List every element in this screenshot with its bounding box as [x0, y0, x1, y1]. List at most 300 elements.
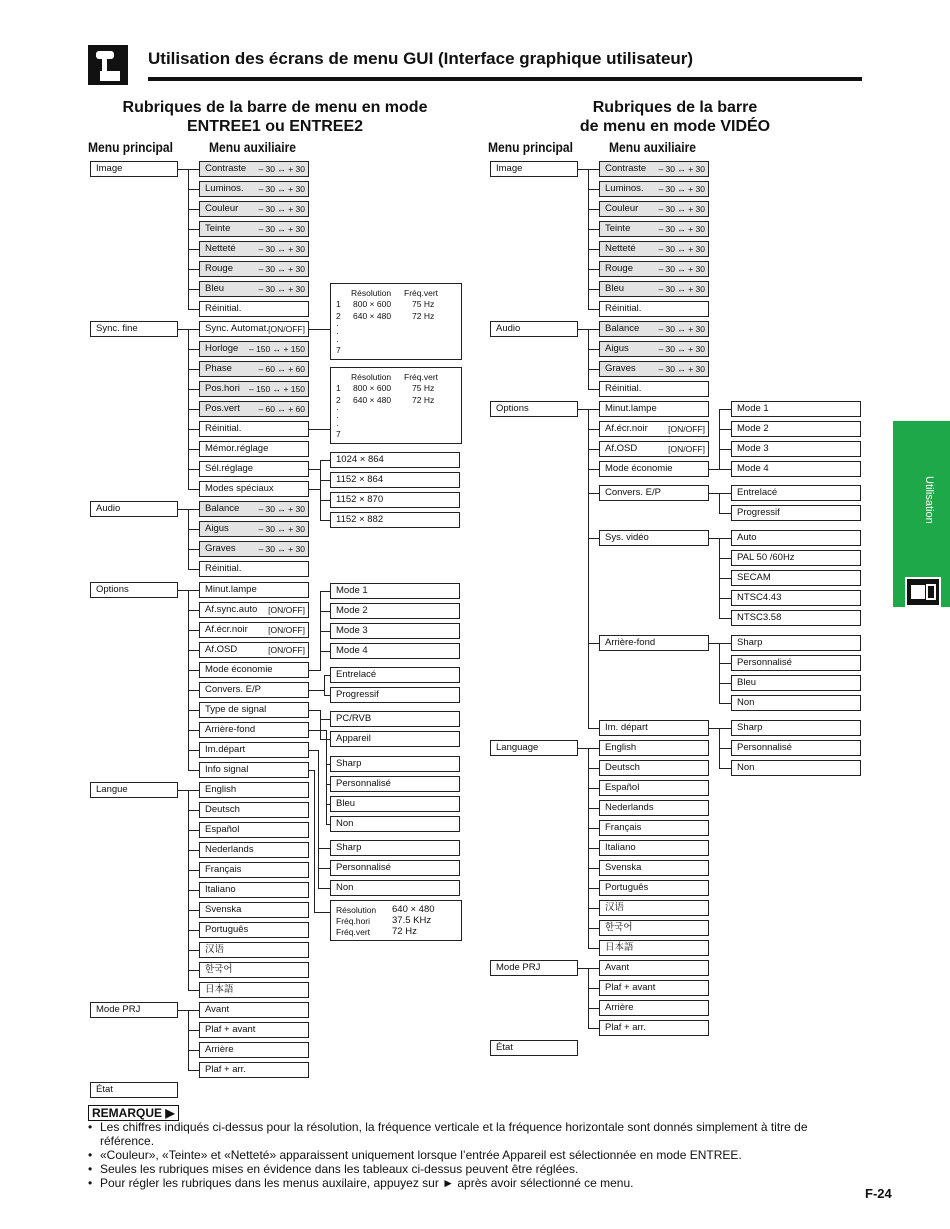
connector-line — [188, 790, 199, 791]
connector-line — [188, 569, 199, 570]
option-item[interactable]: Personnalisé — [330, 776, 460, 792]
sub-menu-item[interactable] — [199, 622, 309, 638]
connector-line — [188, 289, 199, 290]
menu-item-label: Italiano — [205, 884, 236, 895]
menu-item-range: – 30 ↔ + 30 — [258, 204, 305, 214]
menu-item-range: – 30 ↔ + 30 — [658, 364, 705, 374]
connector-line — [188, 850, 199, 851]
menu-item-label: Contraste — [605, 163, 647, 174]
sub-menu-item[interactable] — [599, 800, 709, 816]
connector-line — [588, 643, 599, 644]
connector-line — [719, 618, 731, 619]
sub-menu-item[interactable] — [199, 421, 309, 437]
menu-item-range: – 30 ↔ + 30 — [258, 524, 305, 534]
sub-menu-item[interactable] — [199, 962, 309, 978]
option-item[interactable]: Personnalisé — [731, 655, 861, 671]
option-item[interactable]: Non — [330, 880, 460, 896]
main-menu-item[interactable]: Image — [490, 161, 578, 177]
connector-line — [314, 912, 330, 913]
option-item[interactable]: Personnalisé — [731, 740, 861, 756]
sub-menu-item[interactable] — [199, 942, 309, 958]
option-item[interactable]: Mode 1 — [731, 401, 861, 417]
connector-line — [719, 703, 731, 704]
sub-menu-item[interactable] — [599, 421, 709, 437]
connector-line — [588, 249, 599, 250]
sub-menu-item[interactable] — [599, 820, 709, 836]
page-title: Utilisation des écrans de menu GUI (Interface graphique utilisateur) — [148, 49, 694, 68]
connector-line — [588, 349, 599, 350]
connector-line — [719, 728, 731, 729]
sub-menu-item[interactable] — [199, 481, 309, 497]
connector-line — [309, 469, 320, 470]
sub-menu-item[interactable] — [199, 662, 309, 678]
sub-menu-item[interactable] — [599, 485, 709, 501]
sub-menu-item[interactable] — [599, 740, 709, 756]
connector-line — [588, 189, 599, 190]
connector-line — [320, 739, 330, 740]
connector-line — [188, 970, 199, 971]
option-item[interactable]: Sharp — [731, 720, 861, 736]
menu-item-label: Couleur — [605, 203, 639, 214]
option-item[interactable]: Non — [731, 760, 861, 776]
connector-line — [709, 538, 719, 539]
connector-line — [588, 948, 599, 949]
sub-menu-item[interactable] — [199, 221, 309, 237]
connector-line — [309, 489, 320, 490]
menu-item-range: – 30 ↔ + 30 — [258, 504, 305, 514]
right-col-sub-header: Menu auxiliaire — [609, 139, 696, 155]
menu-item-label: Af.OSD — [205, 644, 238, 655]
menu-item-label: Convers. E/P — [205, 684, 261, 695]
sub-menu-item[interactable] — [599, 1000, 709, 1016]
sub-menu-item[interactable] — [199, 1002, 309, 1018]
sub-menu-item[interactable] — [199, 742, 309, 758]
option-item[interactable]: 1152 × 882 — [330, 512, 460, 528]
sub-menu-item[interactable] — [199, 782, 309, 798]
connector-line — [178, 790, 188, 791]
connector-line — [588, 1028, 599, 1029]
menu-item-label: Mémor.réglage — [205, 443, 269, 454]
sub-menu-item[interactable] — [199, 461, 309, 477]
sub-menu-item[interactable] — [199, 822, 309, 838]
remark-note: • Seules les rubriques mises en évidence dans les tableaux ci-dessus peuvent être réglées. — [88, 1162, 862, 1176]
menu-item-label: 한국어 — [605, 922, 633, 933]
option-item[interactable]: Sharp — [330, 756, 460, 772]
option-item[interactable]: Mode 2 — [330, 603, 460, 619]
page-number: F-24 — [865, 1186, 892, 1201]
option-item[interactable]: Mode 4 — [330, 643, 460, 659]
sub-menu-item[interactable] — [199, 161, 309, 177]
connector-line — [588, 968, 589, 1029]
connector-line — [188, 950, 199, 951]
connector-line — [588, 808, 599, 809]
sub-menu-item[interactable] — [599, 720, 709, 736]
connector-line — [588, 928, 599, 929]
option-item[interactable]: PAL 50 /60Hz — [731, 550, 861, 566]
connector-line — [309, 710, 320, 711]
option-item[interactable]: Mode 4 — [731, 461, 861, 477]
sub-menu-item[interactable] — [199, 1062, 309, 1078]
sub-menu-item[interactable] — [599, 301, 709, 317]
section-tab-label: Utilisation — [923, 476, 935, 524]
sub-menu-item[interactable] — [199, 401, 309, 417]
connector-line — [188, 349, 199, 350]
menu-item-label: Contraste — [205, 163, 247, 174]
main-menu-item[interactable]: Langue — [90, 782, 178, 798]
connector-line — [188, 209, 199, 210]
connector-line — [326, 784, 330, 785]
sub-menu-item[interactable] — [599, 960, 709, 976]
sub-menu-item[interactable] — [199, 1042, 309, 1058]
menu-item-label: Luminos. — [605, 183, 644, 194]
left-col-sub-header: Menu auxiliaire — [209, 139, 296, 155]
menu-item-label: Info signal — [205, 764, 249, 775]
remark-note: • «Couleur», «Teinte» et «Netteté» apparaissent uniquement lorsque l’entrée Appareil est sélectionnée en mode ENTREE. — [88, 1148, 862, 1162]
option-item[interactable]: Mode 2 — [731, 421, 861, 437]
sub-menu-item[interactable] — [199, 261, 309, 277]
main-menu-item[interactable]: Mode PRJ — [90, 1002, 178, 1018]
option-item[interactable]: SECAM — [731, 570, 861, 586]
connector-line — [324, 675, 330, 676]
main-menu-item[interactable]: Options — [490, 401, 578, 417]
main-menu-item[interactable]: Audio — [90, 501, 178, 517]
connector-line — [588, 768, 599, 769]
connector-line — [719, 578, 731, 579]
sub-menu-item[interactable] — [199, 501, 309, 517]
main-menu-item[interactable]: Mode PRJ — [490, 960, 578, 976]
connector-line — [309, 670, 320, 671]
option-item[interactable]: Sharp — [330, 840, 460, 856]
menu-item-range: [ON/OFF] — [268, 645, 305, 655]
sub-menu-item[interactable] — [599, 635, 709, 651]
option-item[interactable]: Mode 3 — [731, 441, 861, 457]
connector-line — [188, 770, 199, 771]
option-item[interactable]: Bleu — [731, 675, 861, 691]
sub-menu-item[interactable] — [599, 780, 709, 796]
main-menu-item[interactable]: Audio — [490, 321, 578, 337]
sub-menu-item[interactable] — [199, 281, 309, 297]
connector-line — [588, 848, 599, 849]
connector-line — [719, 449, 731, 450]
sub-menu-item[interactable] — [199, 361, 309, 377]
connector-line — [188, 650, 199, 651]
sub-menu-item[interactable] — [599, 281, 709, 297]
option-item[interactable]: Entrelacé — [731, 485, 861, 501]
connector-line — [188, 1010, 189, 1071]
sub-menu-item[interactable] — [199, 902, 309, 918]
menu-item-label: Italiano — [605, 842, 636, 853]
connector-line — [588, 868, 599, 869]
connector-line — [326, 730, 327, 825]
menu-item-label: Rouge — [205, 263, 233, 274]
option-item[interactable]: Personnalisé — [330, 860, 460, 876]
connector-line — [588, 728, 599, 729]
connector-line — [309, 429, 330, 430]
option-item[interactable]: 1024 × 864 — [330, 452, 460, 468]
menu-item-range: – 150 ↔ + 150 — [248, 384, 305, 394]
connector-line — [588, 988, 599, 989]
menu-item-range: – 60 ↔ + 60 — [258, 404, 305, 414]
connector-line — [320, 520, 330, 521]
sub-menu-item[interactable] — [199, 642, 309, 658]
sub-menu-item[interactable] — [199, 1022, 309, 1038]
option-item[interactable]: Progressif — [330, 687, 460, 703]
menu-item-range: [ON/OFF] — [268, 605, 305, 615]
connector-line — [709, 469, 719, 470]
menu-item-label: Minut.lampe — [205, 584, 257, 595]
sub-menu-item[interactable] — [599, 980, 709, 996]
menu-item-range: – 30 ↔ + 30 — [258, 244, 305, 254]
connector-line — [588, 229, 599, 230]
connector-line — [719, 493, 731, 494]
sub-menu-item[interactable] — [599, 860, 709, 876]
sub-menu-item[interactable] — [199, 702, 309, 718]
left-heading: Rubriques de la barre de menu en mode ENTREE1 ou ENTREE2 — [122, 99, 428, 135]
menu-item-label: Type de signal — [205, 704, 267, 715]
menu-item-range: – 30 ↔ + 30 — [658, 204, 705, 214]
connector-line — [188, 690, 199, 691]
menu-item-label: Sél.réglage — [205, 463, 254, 474]
sub-menu-item[interactable] — [199, 521, 309, 537]
connector-line — [578, 968, 588, 969]
menu-item-label: Español — [205, 824, 240, 835]
sub-menu-item[interactable] — [199, 982, 309, 998]
sub-menu-item[interactable] — [599, 261, 709, 277]
connector-line — [719, 409, 720, 470]
sub-menu-item[interactable] — [199, 341, 309, 357]
connector-line — [719, 683, 731, 684]
sub-menu-item[interactable] — [199, 802, 309, 818]
menu-item-label: Balance — [605, 323, 640, 334]
connector-line — [719, 493, 720, 514]
connector-line — [320, 591, 330, 592]
sub-menu-item[interactable] — [599, 401, 709, 417]
connector-line — [320, 460, 330, 461]
connector-line — [588, 1008, 599, 1009]
main-menu-item[interactable]: Image — [90, 161, 178, 177]
sub-menu-item[interactable] — [599, 840, 709, 856]
sub-menu-item[interactable] — [199, 561, 309, 577]
connector-line — [188, 830, 199, 831]
connector-line — [188, 750, 199, 751]
connector-line — [719, 558, 731, 559]
menu-item-label: 日本語 — [205, 984, 234, 995]
connector-line — [320, 489, 321, 490]
menu-item-range: – 30 ↔ + 30 — [658, 284, 705, 294]
sub-menu-item[interactable] — [199, 181, 309, 197]
sub-menu-item[interactable] — [599, 181, 709, 197]
connector-line — [588, 169, 599, 170]
connector-line — [588, 888, 599, 889]
menu-item-label: Français — [605, 822, 642, 833]
sub-menu-item[interactable] — [199, 541, 309, 557]
sub-menu-item[interactable] — [199, 682, 309, 698]
main-menu-item[interactable]: Sync. fine — [90, 321, 178, 337]
option-item[interactable]: PC/RVB — [330, 711, 460, 727]
menu-item-label: Im.départ — [205, 744, 246, 755]
connector-line — [309, 750, 318, 751]
menu-item-label: Arrière — [205, 1044, 234, 1055]
menu-item-label: Réinitial. — [205, 563, 242, 574]
sub-menu-item[interactable] — [199, 201, 309, 217]
menu-item-label: Minut.lampe — [605, 403, 657, 414]
sub-menu-item[interactable] — [599, 1020, 709, 1036]
connector-line — [588, 429, 599, 430]
menu-item-label: Mode économie — [205, 664, 273, 675]
menu-item-label: Bleu — [205, 283, 225, 294]
connector-line — [326, 764, 330, 765]
menu-item-label: Nederlands — [605, 802, 654, 813]
menu-item-range: – 30 ↔ + 30 — [658, 264, 705, 274]
main-menu-item[interactable]: État — [490, 1040, 578, 1056]
connector-line — [188, 610, 199, 611]
menu-item-range: – 30 ↔ + 30 — [658, 344, 705, 354]
connector-line — [320, 651, 330, 652]
connector-line — [188, 930, 199, 931]
connector-line — [719, 643, 720, 704]
menu-item-range: – 30 ↔ + 30 — [658, 224, 705, 234]
connector-line — [719, 469, 731, 470]
main-menu-item[interactable]: Language — [490, 740, 578, 756]
connector-line — [588, 289, 599, 290]
menu-item-label: Español — [605, 782, 640, 793]
connector-line — [320, 611, 330, 612]
connector-line — [588, 788, 599, 789]
sub-menu-item[interactable] — [599, 361, 709, 377]
sub-menu-item[interactable] — [599, 530, 709, 546]
menu-item-label: Plaf + arr. — [605, 1022, 646, 1033]
connector-line — [320, 631, 330, 632]
sub-menu-item[interactable] — [199, 321, 309, 337]
menu-item-label: 日本語 — [605, 942, 634, 953]
sub-menu-item[interactable] — [599, 920, 709, 936]
sub-menu-item[interactable] — [199, 862, 309, 878]
menu-item-range: – 30 ↔ + 30 — [658, 184, 705, 194]
resolution-table-2: Résolution Fréq.vert 1 800 × 600 75 Hz 2 640 × 480 72 Hz · · · 7 — [330, 367, 462, 444]
sub-menu-item[interactable] — [599, 940, 709, 956]
menu-item-label: Avant — [605, 962, 630, 973]
menu-item-label: Pos.hori — [205, 383, 240, 394]
connector-line — [588, 309, 599, 310]
sub-menu-item[interactable] — [199, 722, 309, 738]
connector-line — [588, 538, 599, 539]
sub-menu-item[interactable] — [199, 582, 309, 598]
option-item[interactable]: Auto — [731, 530, 861, 546]
main-menu-item[interactable]: Options — [90, 582, 178, 598]
option-item[interactable]: Progressif — [731, 505, 861, 521]
sub-menu-item[interactable] — [199, 241, 309, 257]
connector-line — [188, 730, 199, 731]
menu-item-label: Phase — [205, 363, 232, 374]
menu-item-label: Réinitial. — [605, 383, 642, 394]
sub-menu-item[interactable] — [599, 441, 709, 457]
connector-line — [320, 500, 330, 501]
connector-line — [709, 728, 719, 729]
menu-item-label: Réinitial. — [205, 423, 242, 434]
connector-line — [588, 828, 599, 829]
remark-note: • Pour régler les rubriques dans les menus auxilaire, appuyez sur ► après avoir sélectionné ce menu. — [88, 1176, 862, 1190]
sub-menu-item[interactable] — [599, 161, 709, 177]
option-item[interactable]: Bleu — [330, 796, 460, 812]
connector-line — [188, 509, 199, 510]
left-col-main-header: Menu principal — [88, 139, 173, 155]
connector-line — [318, 888, 330, 889]
option-item[interactable]: Entrelacé — [330, 667, 460, 683]
connector-line — [178, 169, 188, 170]
menu-item-range: – 30 ↔ + 30 — [658, 164, 705, 174]
sub-menu-item[interactable] — [599, 241, 709, 257]
option-item[interactable]: Non — [731, 695, 861, 711]
menu-item-label: Netteté — [205, 243, 236, 254]
connector-line — [578, 169, 588, 170]
option-item[interactable]: Appareil — [330, 731, 460, 747]
connector-line — [324, 675, 325, 696]
connector-line — [309, 730, 326, 731]
menu-item-label: Arrière-fond — [605, 637, 656, 648]
sub-menu-item[interactable] — [199, 602, 309, 618]
option-item[interactable]: Mode 3 — [330, 623, 460, 639]
projector-icon — [905, 577, 941, 607]
connector-line — [188, 509, 189, 570]
sub-menu-item[interactable] — [199, 381, 309, 397]
connector-line — [188, 1050, 199, 1051]
connector-line — [188, 229, 199, 230]
connector-line — [188, 1010, 199, 1011]
sub-menu-item[interactable] — [199, 882, 309, 898]
option-item[interactable]: Sharp — [731, 635, 861, 651]
sub-menu-item[interactable] — [599, 221, 709, 237]
sub-menu-item[interactable] — [199, 842, 309, 858]
menu-item-label: Pos.vert — [205, 403, 240, 414]
connector-line — [326, 824, 330, 825]
sub-menu-item[interactable] — [599, 880, 709, 896]
option-item[interactable]: NTSC4.43 — [731, 590, 861, 606]
connector-line — [178, 590, 188, 591]
option-item[interactable]: 1152 × 870 — [330, 492, 460, 508]
sub-menu-item[interactable] — [599, 461, 709, 477]
menu-item-label: 汉语 — [205, 944, 225, 955]
remark-tag: REMARQUE ▶ — [88, 1105, 179, 1121]
connector-line — [188, 630, 199, 631]
menu-item-label: Aigus — [205, 523, 229, 534]
sub-menu-item[interactable] — [599, 201, 709, 217]
sub-menu-item[interactable] — [199, 922, 309, 938]
menu-item-label: Réinitial. — [205, 303, 242, 314]
connector-line — [719, 663, 731, 664]
option-item[interactable]: Mode 1 — [330, 583, 460, 599]
sub-menu-item[interactable] — [599, 900, 709, 916]
menu-item-label: Arrière — [605, 1002, 634, 1013]
menu-item-label: Graves — [605, 363, 636, 374]
menu-item-label: Sys. vidéo — [605, 532, 649, 543]
sub-menu-item[interactable] — [599, 341, 709, 357]
connector-line — [188, 870, 199, 871]
sub-menu-item[interactable] — [199, 441, 309, 457]
option-item[interactable]: NTSC3.58 — [731, 610, 861, 626]
sub-menu-item[interactable] — [599, 321, 709, 337]
sub-menu-item[interactable] — [199, 301, 309, 317]
option-item[interactable]: Non — [330, 816, 460, 832]
option-item[interactable]: 1152 × 864 — [330, 472, 460, 488]
sub-menu-item[interactable] — [199, 762, 309, 778]
menu-item-label: Couleur — [205, 203, 239, 214]
menu-item-label: 한국어 — [205, 964, 233, 975]
connector-line — [188, 309, 199, 310]
main-menu-item[interactable]: État — [90, 1082, 178, 1098]
sub-menu-item[interactable] — [599, 760, 709, 776]
connector-line — [719, 598, 731, 599]
sub-menu-item[interactable] — [599, 381, 709, 397]
